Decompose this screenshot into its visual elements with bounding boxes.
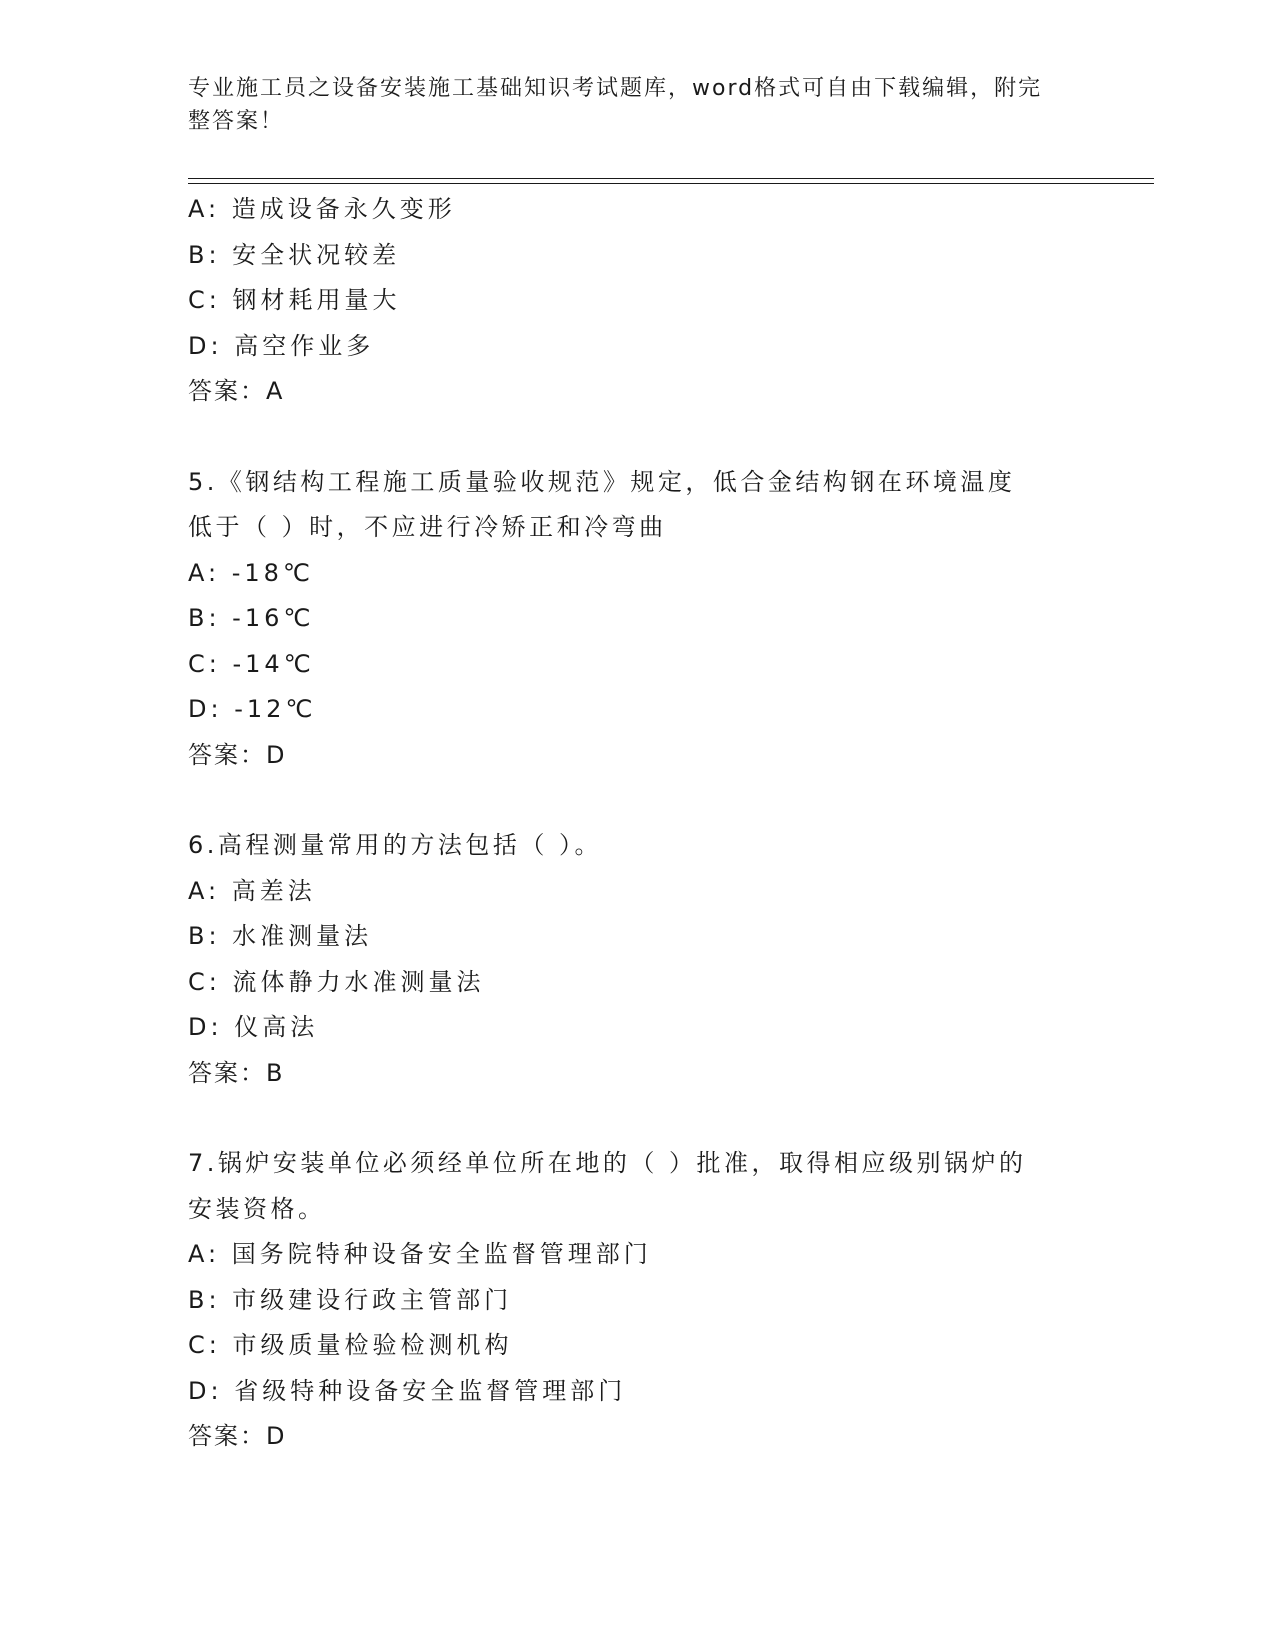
question-stem-line: 安装资格。 [188, 1194, 326, 1223]
question-stem-line: 7.锅炉安装单位必须经单位所在地的（ ）批准，取得相应级别锅炉的 [188, 1149, 1027, 1177]
answer-line: 答案：D [188, 740, 287, 769]
question-block-5 [188, 460, 1088, 779]
header-divider-bottom [188, 183, 1154, 184]
option-a: A: 高差法 [188, 876, 316, 905]
answer-line: 答案：D [188, 1422, 287, 1450]
option-d: D: 高空作业多 [188, 331, 375, 360]
question-stem-line: 5.《钢结构工程施工质量验收规范》规定，低合金结构钢在环境温度 [188, 467, 1016, 496]
question-block-6 [188, 823, 1088, 1096]
answer-line: 答案：A [188, 377, 285, 405]
header-line-1: 专业施工员之设备安装施工基础知识考试题库，word格式可自由下载编辑，附完 [188, 76, 1043, 101]
option-d: D: 省级特种设备安全监督管理部门 [188, 1376, 627, 1405]
document-header [188, 72, 1068, 138]
question-list [188, 187, 1088, 1460]
option-a: A: -18℃ [188, 558, 314, 587]
option-b: B: 安全状况较差 [188, 240, 401, 269]
option-c: C: -14℃ [188, 649, 315, 678]
header-line-2: 整答案！ [188, 109, 285, 134]
question-block-7 [188, 1141, 1088, 1460]
option-a: A: 造成设备永久变形 [188, 195, 456, 223]
option-a: A: 国务院特种设备安全监督管理部门 [188, 1240, 652, 1268]
answer-line: 答案：B [188, 1058, 285, 1087]
option-d: D: -12℃ [188, 695, 317, 723]
option-c: C: 市级质量检验检测机构 [188, 1331, 513, 1359]
option-b: B: 市级建设行政主管部门 [188, 1285, 513, 1314]
option-b: B: 水准测量法 [188, 922, 373, 950]
option-c: C: 钢材耗用量大 [188, 286, 401, 314]
question-stem-line: 低于（ ）时，不应进行冷矫正和冷弯曲 [188, 513, 667, 541]
question-block-partial [188, 187, 1088, 415]
option-c: C: 流体静力水准测量法 [188, 967, 485, 996]
header-divider-top [188, 178, 1154, 179]
question-stem-line: 6.高程测量常用的方法包括（ ）。 [188, 831, 603, 859]
option-d: D: 仪高法 [188, 1013, 319, 1041]
option-b: B: -16℃ [188, 604, 315, 632]
